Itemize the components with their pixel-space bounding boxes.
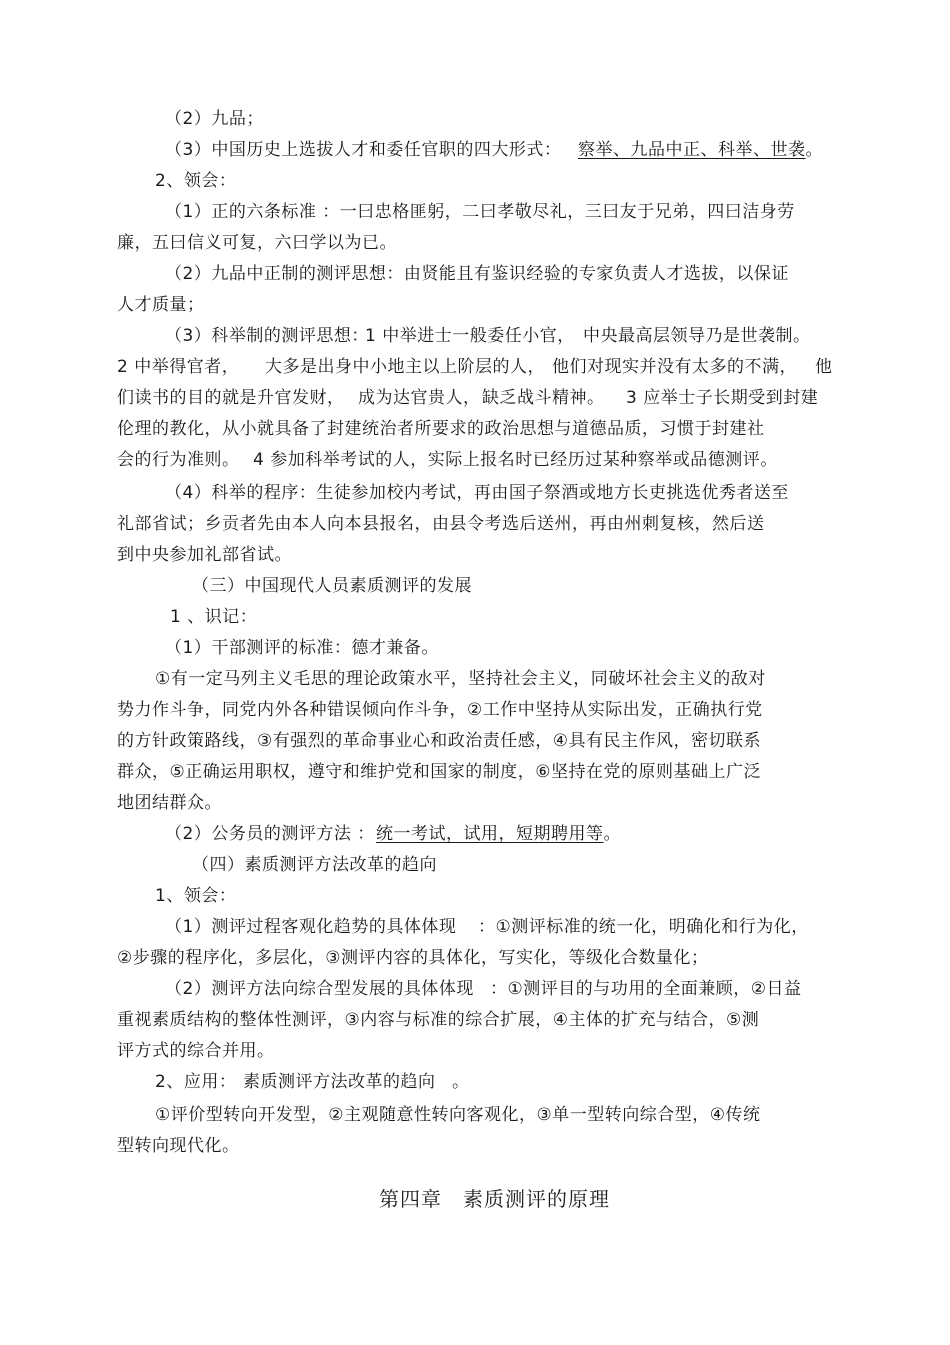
- four-forms-sep: 、: [613, 140, 631, 160]
- text-line: 人才质量；: [117, 295, 205, 315]
- text-line: （2）九品；: [165, 109, 264, 129]
- four-forms-item: 九品中正: [630, 140, 701, 160]
- text-line: 重视素质结构的整体性测评，③内容与标准的综合扩展，④主体的扩充与结合，⑤测: [117, 1010, 760, 1030]
- civil-methods-item: 短期聘用等: [516, 824, 604, 844]
- text-line: （4）科举的程序：生徒参加校内考试，再由国子祭酒或地方长吏挑选优秀者送至: [165, 483, 789, 503]
- text-line: （2）测评方法向综合型发展的具体体现: [165, 979, 474, 999]
- civil-methods-item: 统一考试: [376, 824, 446, 844]
- text-line: 廉，五曰信义可复，六曰学以为已。: [117, 233, 397, 253]
- text-line: 1 、识记：: [170, 607, 258, 627]
- text-line: （3）中国历史上选拔人才和委任官职的四大形式：: [165, 140, 562, 160]
- text-line: 的方针政策路线，③有强烈的革命事业心和政治责任感，④具有民主作风，密切联系: [117, 731, 761, 751]
- text-line: ①评价型转向开发型，②主观随意性转向客观化，③单一型转向综合型，④传统: [155, 1105, 761, 1125]
- text-line: 。: [452, 1072, 470, 1092]
- civil-methods-list: [376, 823, 621, 845]
- text-line: （2）公务员的测评方法 ：: [165, 824, 375, 844]
- text-line: 4 参加科举考试的人，实际上报名时已经历过某种察举或品德测评。: [253, 450, 778, 470]
- text-line: （1）正的六条标准 ：一曰忠格匪躬，二曰孝敬尽礼，三曰友于兄弟，四曰洁身劳: [165, 202, 795, 222]
- text-line: 2 中举得官者，: [117, 357, 240, 377]
- civil-methods-sep: ，: [498, 824, 516, 844]
- civil-methods-end: 。: [603, 824, 621, 844]
- text-line: （3）科举制的测评思想：: [165, 326, 369, 346]
- four-forms-item: 世袭: [770, 140, 806, 160]
- chapter-title: 第四章 素质测评的原理: [379, 1187, 610, 1211]
- text-line: 1 中举进士一般委任小官，: [365, 326, 575, 346]
- text-line: 评方式的综合并用。: [117, 1041, 275, 1061]
- section-heading: （三）中国现代人员素质测评的发展: [192, 576, 472, 596]
- text-line: 2、领会：: [155, 171, 237, 191]
- four-forms-sep: 、: [753, 140, 771, 160]
- text-line: 群众，⑤正确运用职权，遵守和维护党和国家的制度，⑥坚持在党的原则基础上广泛: [117, 762, 761, 782]
- text-line: ①有一定马列主义毛思的理论政策水平，坚持社会主义，同破坏社会主义的敌对: [155, 669, 766, 689]
- text-line: 2、应用：: [155, 1072, 237, 1092]
- text-line: 大多是出身中小地主以上阶层的人，: [265, 357, 545, 377]
- text-line: 礼部省试；乡贡者先由本人向本县报名，由县令考选后送州，再由州刺复核，然后送: [117, 514, 765, 534]
- text-line: ②步骤的程序化，多层化，③测评内容的具体化，写实化，等级化合数量化；: [117, 948, 709, 968]
- civil-methods-item: 试用: [463, 824, 499, 844]
- civil-methods-sep: ，: [446, 824, 464, 844]
- text-line: 3 应举士子长期受到封建: [626, 388, 819, 408]
- four-forms-item: 科举: [718, 140, 753, 160]
- text-line: 地团结群众。: [117, 793, 222, 813]
- text-line: 势力作斗争，同党内外各种错误倾向作斗争，②工作中坚持从实际出发，正确执行党: [117, 700, 763, 720]
- text-line: ：①测评目的与功用的全面兼顾，②日益: [490, 979, 802, 999]
- text-line: （1）干部测评的标准：德才兼备。: [165, 638, 439, 658]
- section-heading: （四）素质测评方法改革的趋向: [192, 855, 437, 875]
- four-forms-sep: 、: [700, 140, 718, 160]
- text-line: 伦理的教化，从小就具备了封建统治者所要求的政治思想与道德品质，习惯于封建社: [117, 419, 765, 439]
- text-line: 缺乏战斗精神。: [482, 388, 605, 408]
- text-line: 1、领会：: [155, 886, 237, 906]
- text-line: 成为达官贵人，: [358, 388, 481, 408]
- text-line: （1）测评过程客观化趋势的具体体现: [165, 917, 457, 937]
- four-forms-item: 察举: [578, 140, 613, 160]
- text-line: 他们对现实并没有太多的不满，: [552, 357, 797, 377]
- text-line: （2）九品中正制的测评思想：由贤能且有鉴识经验的专家负责人才选拔，以保证: [165, 264, 789, 284]
- text-line: 到中央参加礼部省试。: [117, 545, 292, 565]
- text-line: 型转向现代化。: [117, 1136, 240, 1156]
- text-line: 中央最高层领导乃是世袭制。: [583, 326, 811, 346]
- four-forms-end: 。: [805, 140, 823, 160]
- text-line: 们读书的目的就是升官发财，: [117, 388, 345, 408]
- text-line: ：①测评标准的统一化，明确化和行为化，: [478, 917, 809, 937]
- four-forms-list: [578, 139, 823, 161]
- text-line: 他: [815, 357, 833, 377]
- text-line: 素质测评方法改革的趋向: [243, 1072, 436, 1092]
- text-line: 会的行为准则。: [117, 450, 240, 470]
